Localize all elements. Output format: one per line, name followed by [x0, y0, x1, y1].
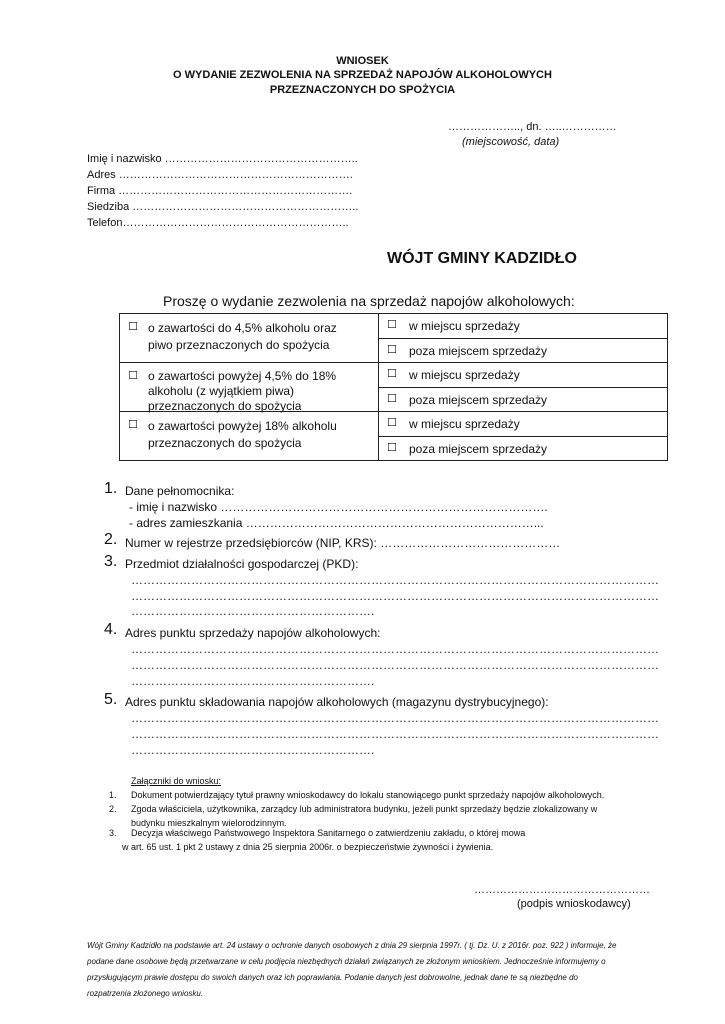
applicant-seat-field[interactable]: Siedziba ……………………………………………………..: [87, 201, 359, 213]
place-date-caption: (miejscowość, data): [462, 136, 560, 148]
option-row-2: [120, 363, 379, 412]
storage-address-line-2[interactable]: ……………………………………………………………………………………………………………………: [131, 727, 659, 741]
form-title: WNIOSEK: [336, 55, 389, 67]
option-3-line-1: o zawartości powyżej 18% alkoholu: [148, 419, 337, 433]
attachment-1-number: 1.: [109, 790, 117, 800]
option-2-on-site-label: w miejscu sprzedaży: [409, 368, 520, 382]
proxy-address-field[interactable]: - adres zamieszkania ………………………………………………………………...: [129, 516, 544, 530]
section-4-number: 4.: [104, 621, 118, 638]
option-3-on-site-label: w miejscu sprzedaży: [409, 417, 520, 431]
section-5-number: 5.: [104, 691, 118, 708]
registry-number-field[interactable]: Numer w rejestrze przedsiębiorców (NIP, KRS): ………………………………………: [125, 536, 561, 550]
footer-line-4: rozpatrzenia złożonego wniosku.: [87, 989, 204, 998]
permit-options-table: [119, 313, 668, 461]
option-3-on-site: [379, 412, 668, 437]
checkbox-option-2-off-site[interactable]: ☐: [387, 392, 397, 405]
option-row-1: [120, 314, 379, 363]
attachment-1-text: Dokument potwierdzający tytuł prawny wnioskodawcy do lokalu stanowiącego punkt sprzedaży napojów alkoholowych.: [131, 790, 605, 800]
pkd-field-line-1[interactable]: ……………………………………………………………………………………………………………………: [131, 573, 659, 587]
option-row-3: [120, 412, 379, 461]
form-subtitle: O WYDANIE ZEZWOLENIA NA SPRZEDAŻ NAPOJÓW ALKOHOLOWYCH: [173, 69, 552, 81]
attachment-3-text-cont: w art. 65 ust. 1 pkt 2 ustawy z dnia 25 sierpnia 2006r. o bezpieczeństwie żywności i żywienia.: [122, 842, 494, 852]
request-text: Proszę o wydanie zezwolenia na sprzedaż napojów alkoholowych:: [163, 293, 575, 309]
attachments-title: Załączniki do wniosku:: [131, 776, 222, 786]
option-2-line-3: przeznaczonych do spożycia: [148, 399, 302, 413]
section-3-title: Przedmiot działalności gospodarczej (PKD):: [125, 557, 359, 571]
checkbox-option-3-on-site[interactable]: ☐: [387, 417, 397, 429]
footer-line-2: podane dane osobowe będą przetwarzane w celu podjęcia niezbędnych działań związanych ze złożonym wnioskiem. Jednocześnie informujemy o: [87, 957, 606, 966]
footer-line-1: Wójt Gminy Kadzidło na podstawie art. 24 ustawy o ochronie danych osobowych z dnia 29 sierpnia 1997r. ( tj. Dz. U. z 2016r. poz. 922 ) informuje, że: [87, 941, 617, 950]
applicant-address-field[interactable]: Adres ……………………………………………………….: [87, 169, 353, 181]
attachment-3-number: 3.: [109, 828, 117, 838]
attachment-3-text: Decyzja właściwego Państwowego Inspektora Sanitarnego o zatwierdzeniu zakładu, o której mowa: [131, 828, 526, 838]
footer-line-3: przysługującym prawie dostępu do swoich danych oraz ich poprawiania. Podanie danych jest dobrowolne, jednak dane te są niezbędne do: [87, 973, 578, 982]
form-subtitle-2: PRZEZNACZONYCH DO SPOŻYCIA: [269, 84, 456, 96]
option-2-off-site: [379, 387, 668, 412]
attachment-2-text-cont: budynku mieszkalnym wielorodzinnym.: [131, 818, 287, 828]
section-1-title: Dane pełnomocnika:: [125, 484, 235, 498]
option-1-off-site-label: poza miejscem sprzedaży: [409, 343, 548, 358]
option-1-line-2: piwo przeznaczonych do spożycia: [148, 338, 330, 352]
option-2-off-site-label: poza miejscem sprzedaży: [409, 392, 548, 407]
signature-field[interactable]: …………………………………………: [474, 884, 650, 896]
proxy-name-field[interactable]: - imię i nazwisko ……………………………………………………………………….: [129, 500, 548, 514]
attachment-2-number: 2.: [109, 804, 117, 814]
option-3-off-site-label: poza miejscem sprzedaży: [409, 441, 548, 456]
option-2-on-site: [379, 363, 668, 388]
checkbox-option-3-off-site[interactable]: ☐: [387, 441, 397, 454]
option-3-off-site: [379, 436, 668, 461]
place-date-field[interactable]: ……………….., dn. …..……………: [448, 121, 617, 133]
recipient-heading: WÓJT GMINY KADZIDŁO: [387, 250, 577, 267]
sales-address-line-2[interactable]: ……………………………………………………………………………………………………………………: [131, 658, 659, 672]
checkbox-option-1-off-site[interactable]: ☐: [387, 343, 397, 356]
storage-address-line-1[interactable]: ……………………………………………………………………………………………………………………: [131, 711, 659, 725]
pkd-field-line-2[interactable]: ……………………………………………………………………………………………………………………: [131, 589, 659, 603]
attachment-2-text: Zgoda właściciela, użytkownika, zarządcy lub administratora budynku, jeżeli punkt sprzedaży będzie zlokalizowany w: [131, 804, 598, 814]
checkbox-option-3[interactable]: ☐: [128, 419, 138, 431]
storage-address-line-3[interactable]: …………………………………………………….: [131, 743, 375, 757]
applicant-company-field[interactable]: Firma ……………………………………………………….: [87, 185, 353, 197]
section-5-title: Adres punktu składowania napojów alkoholowych (magazynu dystrybucyjnego):: [125, 695, 549, 709]
sales-address-line-3[interactable]: …………………………………………………….: [131, 674, 375, 688]
checkbox-option-1-on-site[interactable]: ☐: [387, 319, 397, 331]
applicant-phone-field[interactable]: Telefon……………………………………………………..: [87, 217, 349, 229]
signature-caption: (podpis wnioskodawcy): [517, 898, 631, 910]
section-1-number: 1.: [104, 480, 118, 497]
option-1-off-site: [379, 338, 668, 363]
checkbox-option-2-on-site[interactable]: ☐: [387, 368, 397, 380]
sales-address-line-1[interactable]: ……………………………………………………………………………………………………………………: [131, 642, 659, 656]
section-3-number: 3.: [104, 553, 118, 570]
pkd-field-line-3[interactable]: …………………………………………………….: [131, 604, 375, 618]
option-1-on-site-label: w miejscu sprzedaży: [409, 319, 520, 333]
option-3-line-2: przeznaczonych do spożycia: [148, 436, 302, 450]
section-4-title: Adres punktu sprzedaży napojów alkoholowych:: [125, 626, 381, 640]
applicant-name-field[interactable]: Imię i nazwisko ……………………………………………..: [87, 153, 358, 165]
checkbox-option-2[interactable]: ☐: [128, 370, 138, 382]
option-2-line-1: o zawartości powyżej 4,5% do 18%: [148, 369, 337, 383]
option-1-on-site: [379, 314, 668, 339]
option-1-line-1: o zawartości do 4,5% alkoholu oraz: [148, 321, 337, 335]
option-2-line-2: alkoholu (z wyjątkiem piwa): [148, 384, 295, 398]
section-2-number: 2.: [104, 531, 118, 548]
checkbox-option-1[interactable]: ☐: [128, 321, 138, 333]
